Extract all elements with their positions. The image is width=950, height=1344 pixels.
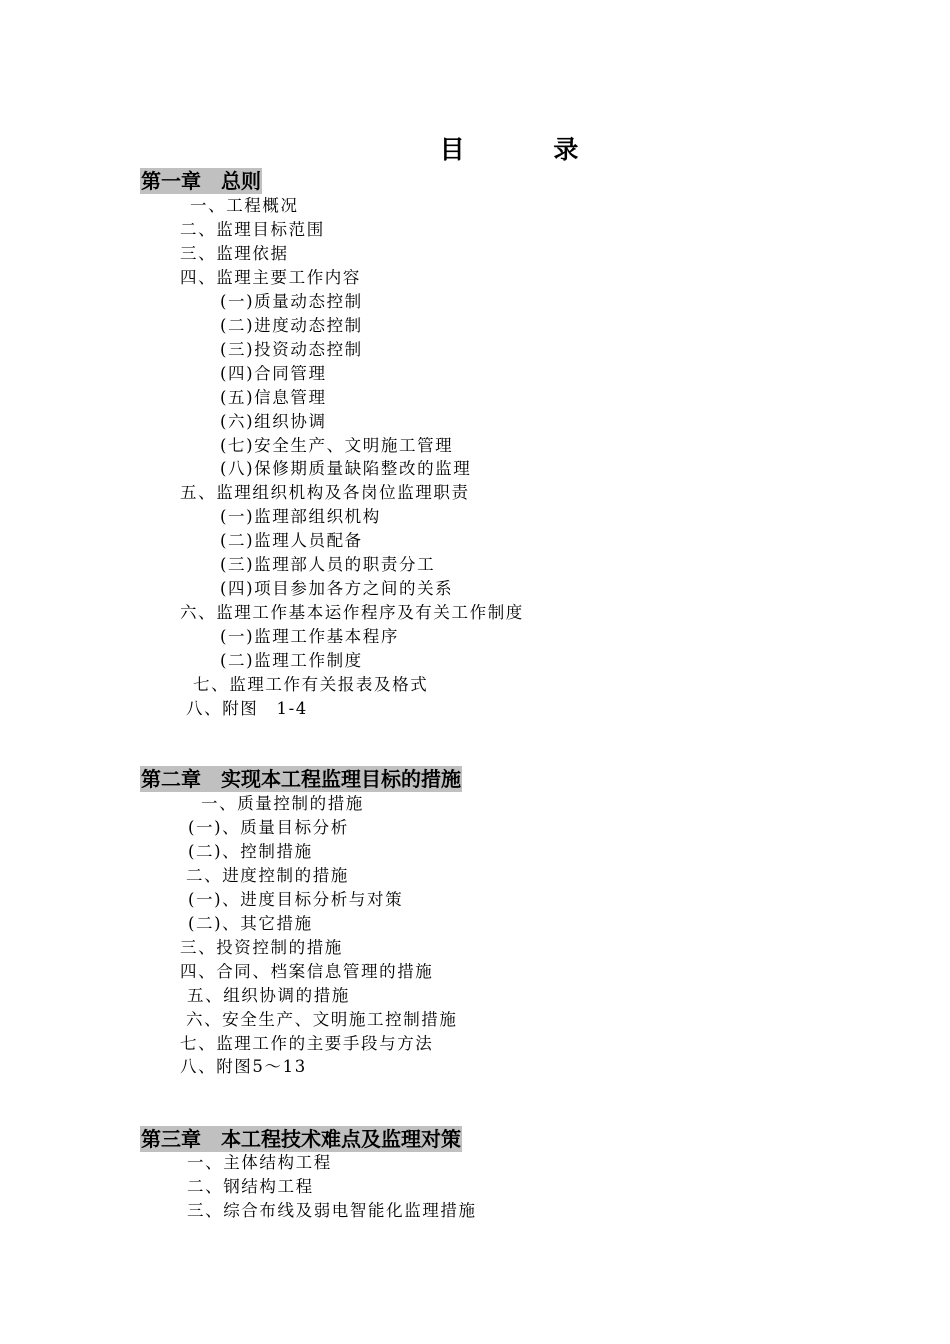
toc-item: 四、监理主要工作内容 (180, 267, 361, 287)
toc-item: 一、工程概况 (190, 196, 299, 215)
toc-item: 八、附图5～13 (180, 1057, 307, 1077)
toc-item: (四)合同管理 (220, 363, 327, 383)
toc-title: 目 录 (439, 135, 619, 164)
toc-item: 一、主体结构工程 (187, 1153, 332, 1172)
toc-item: (五)信息管理 (220, 387, 327, 407)
toc-item: 二、进度控制的措施 (186, 865, 349, 885)
toc-item: (三)投资动态控制 (220, 339, 363, 359)
toc-item: (二)监理工作制度 (220, 651, 363, 671)
toc-item: 五、监理组织机构及各岗位监理职责 (180, 483, 470, 503)
toc-item: 一、质量控制的措施 (201, 794, 364, 813)
chapter-heading: 第三章 本工程技术难点及监理对策 (141, 1127, 461, 1151)
toc-item: (七)安全生产、文明施工管理 (220, 435, 454, 455)
toc-item: (二)、其它措施 (188, 913, 313, 933)
toc-item: (二)监理人员配备 (220, 531, 363, 551)
toc-item: (一)、进度目标分析与对策 (188, 889, 404, 909)
toc-item: (一)监理工作基本程序 (220, 627, 399, 647)
toc-item: 三、监理依据 (180, 243, 289, 263)
toc-item: (八)保修期质量缺陷整改的监理 (220, 459, 472, 479)
toc-item: (三)监理部人员的职责分工 (220, 555, 436, 575)
toc-item: (六)组织协调 (220, 411, 327, 431)
toc-item: 六、安全生产、文明施工控制措施 (186, 1009, 458, 1029)
chapter-heading: 第二章 实现本工程监理目标的措施 (141, 767, 461, 791)
toc-item: 六、监理工作基本运作程序及有关工作制度 (180, 603, 524, 623)
toc-item: (二)进度动态控制 (220, 315, 363, 335)
toc-item: 二、钢结构工程 (187, 1176, 314, 1196)
toc-item: 二、监理目标范围 (180, 219, 325, 239)
toc-item: (二)、控制措施 (188, 841, 313, 861)
toc-item: (一)监理部组织机构 (220, 507, 381, 527)
toc-item: 七、监理工作有关报表及格式 (193, 675, 429, 694)
toc-item: (四)项目参加各方之间的关系 (220, 579, 454, 599)
toc-item: 三、投资控制的措施 (180, 937, 343, 957)
toc-item: 三、综合布线及弱电智能化监理措施 (187, 1200, 477, 1220)
chapter-heading: 第一章 总则 (141, 169, 261, 193)
toc-item: 五、组织协调的措施 (187, 985, 350, 1005)
toc-item: 四、合同、档案信息管理的措施 (180, 961, 434, 981)
toc-item: 七、监理工作的主要手段与方法 (180, 1033, 434, 1053)
toc-item: (一)质量动态控制 (220, 291, 363, 311)
toc-item: 八、附图 1-4 (186, 698, 308, 718)
toc-item: (一)、质量目标分析 (188, 817, 349, 837)
